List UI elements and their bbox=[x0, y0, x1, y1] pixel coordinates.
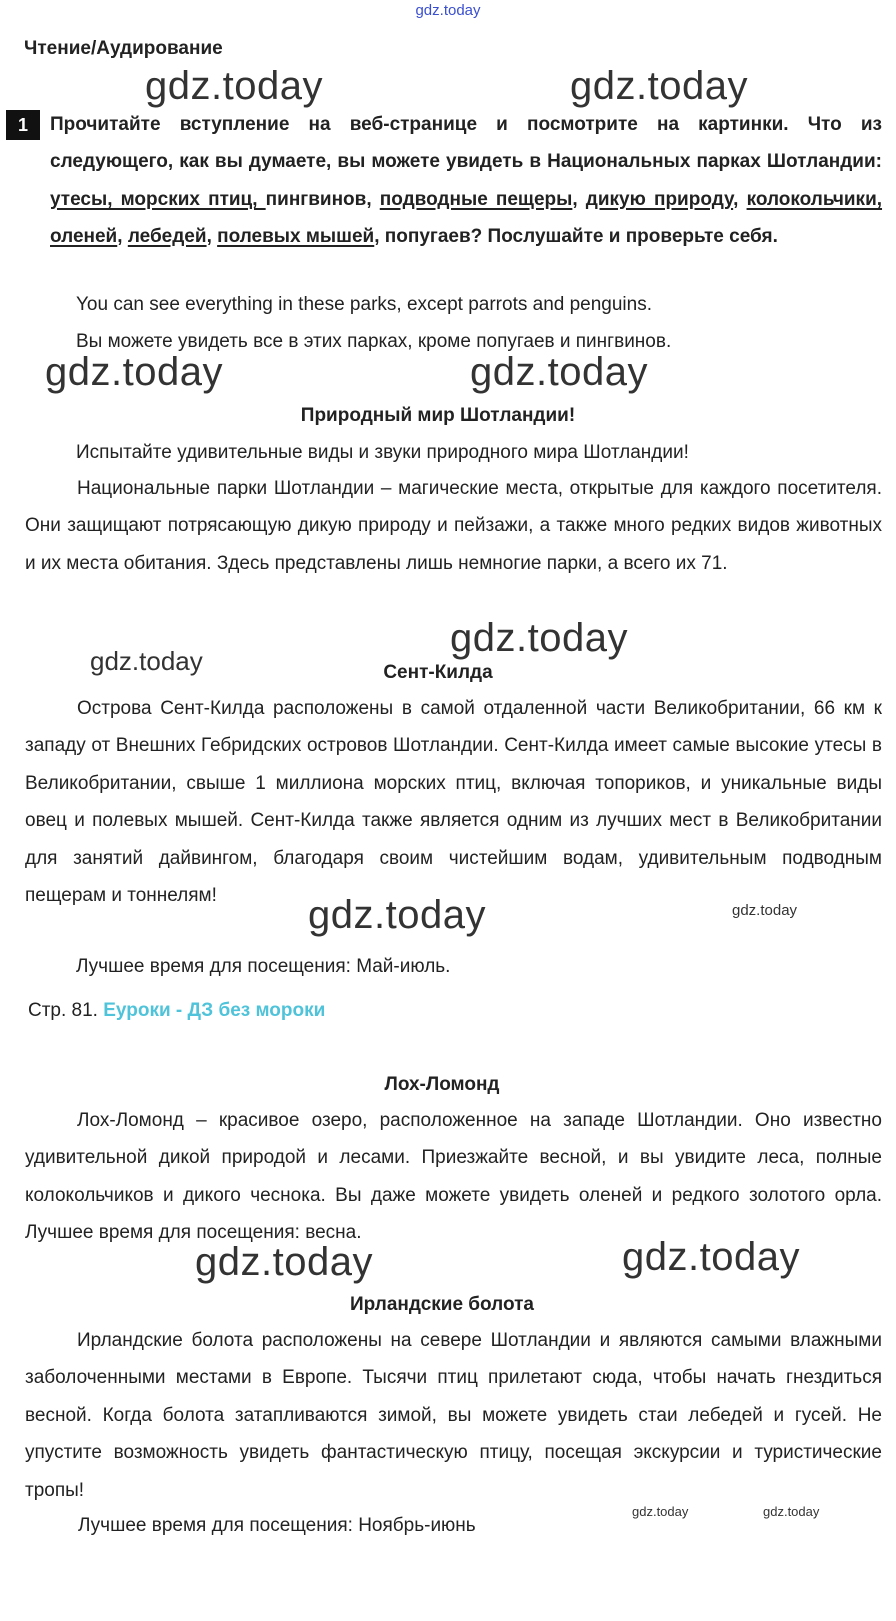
section-title: Чтение/Аудирование bbox=[24, 38, 223, 59]
article-title: Природный мир Шотландии! bbox=[300, 405, 576, 426]
flow-country-best-time: Лучшее время для посещения: Ноябрь-июнь bbox=[78, 1515, 476, 1536]
euroki-link[interactable]: Еуроки - ДЗ без мороки bbox=[103, 1000, 326, 1021]
answer-english: You can see everything in these parks, except parrots and penguins. bbox=[76, 294, 653, 315]
section-heading-flow-country: Ирландские болота bbox=[349, 1294, 534, 1315]
watermark: gdz.today bbox=[195, 1240, 373, 1284]
exercise-number-badge: 1 bbox=[6, 110, 40, 140]
watermark: gdz.today bbox=[308, 893, 486, 937]
watermark: gdz.today bbox=[470, 350, 648, 394]
underlined-answer: полевых мышей bbox=[217, 225, 375, 247]
article-paragraph: Национальные парки Шотландии – магические места, открытые для каждого посетителя. Они защищают потрясающую дикую природу и пейзажи, а также много редких видов животных и их места обитания. Здесь представлены лишь немногие парки, а всего их 71. bbox=[25, 478, 882, 574]
loch-lomond-paragraph: Лох-Ломонд – красивое озеро, расположенное на западе Шотландии. Оно известно удивительной дикой природой и лесами. Приезжайте весной, и вы увидите леса, полные колокольчиков и дикого чеснока. Вы даже можете увидеть оленей и редкого золотого орла. Лучшее время для посещения: весна. bbox=[25, 1110, 882, 1244]
underlined-answer: колокольчики, оленей bbox=[50, 188, 883, 247]
watermark: gdz.today bbox=[732, 902, 798, 919]
watermark: gdz.today bbox=[622, 1235, 800, 1279]
page-reference: Стр. 81. Еуроки - ДЗ без мороки bbox=[28, 1000, 326, 1021]
flow-country-paragraph: Ирландские болота расположены на севере Шотландии и являются самыми влажными заболоченными местами в Европе. Тысячи птиц прилетают сюда, чтобы начать гнездиться весной. Когда болота затапливаются зимой, вы можете увидеть стаи лебедей и гусей. Не упустите возможность увидеть фантастическую птицу, посещая экскурсии и туристические тропы! bbox=[25, 1330, 882, 1501]
section-heading-st-kilda: Сент-Килда bbox=[383, 662, 493, 683]
underlined-answer: дикую природу bbox=[585, 188, 734, 210]
watermark: gdz.today bbox=[45, 350, 223, 394]
watermark: gdz.today bbox=[570, 64, 748, 108]
header-watermark: gdz.today bbox=[415, 2, 481, 19]
underlined-answer: лебедей bbox=[127, 225, 207, 247]
watermark: gdz.today bbox=[90, 646, 203, 676]
answer-russian: Вы можете увидеть все в этих парках, кроме попугаев и пингвинов. bbox=[76, 331, 672, 352]
watermark: gdz.today bbox=[763, 1504, 820, 1519]
section-heading-loch-lomond: Лох-Ломонд bbox=[384, 1074, 500, 1095]
underlined-answer: утесы, морских птиц, bbox=[50, 188, 266, 210]
st-kilda-paragraph: Острова Сент-Килда расположены в самой отдаленной части Великобритании, 66 км к западу от Внешних Гебридских островов Шотландии. Сент-Килда имеет самые высокие утесы в Великобритании, свыше 1 миллиона морских птиц, включая топориков, и уникальные виды овец и полевых мышей. Сент-Килда также является одним из лучших мест в Великобритании для занятий дайвингом, благодаря своим чистейшим водам, удивительным подводным пещерам и тоннелям! bbox=[25, 698, 882, 907]
underlined-answer: подводные пещеры bbox=[379, 188, 573, 210]
watermark: gdz.today bbox=[632, 1504, 689, 1519]
watermark: gdz.today bbox=[145, 64, 323, 108]
watermark: gdz.today bbox=[450, 616, 628, 660]
article-intro: Испытайте удивительные виды и звуки природного мира Шотландии! bbox=[76, 442, 689, 463]
exercise-task: Прочитайте вступление на веб-странице и посмотрите на картинки. Что из следующего, как вы думаете, вы можете увидеть в Национальных парках Шотландии: утесы, морских птиц, пингвинов, подводные пещеры, дикую природу, колокольчики, оленей, лебедей, полевых мышей, попугаев? Послушайте и проверьте себя. bbox=[50, 114, 883, 247]
st-kilda-best-time: Лучшее время для посещения: Май-июль. bbox=[76, 956, 451, 977]
